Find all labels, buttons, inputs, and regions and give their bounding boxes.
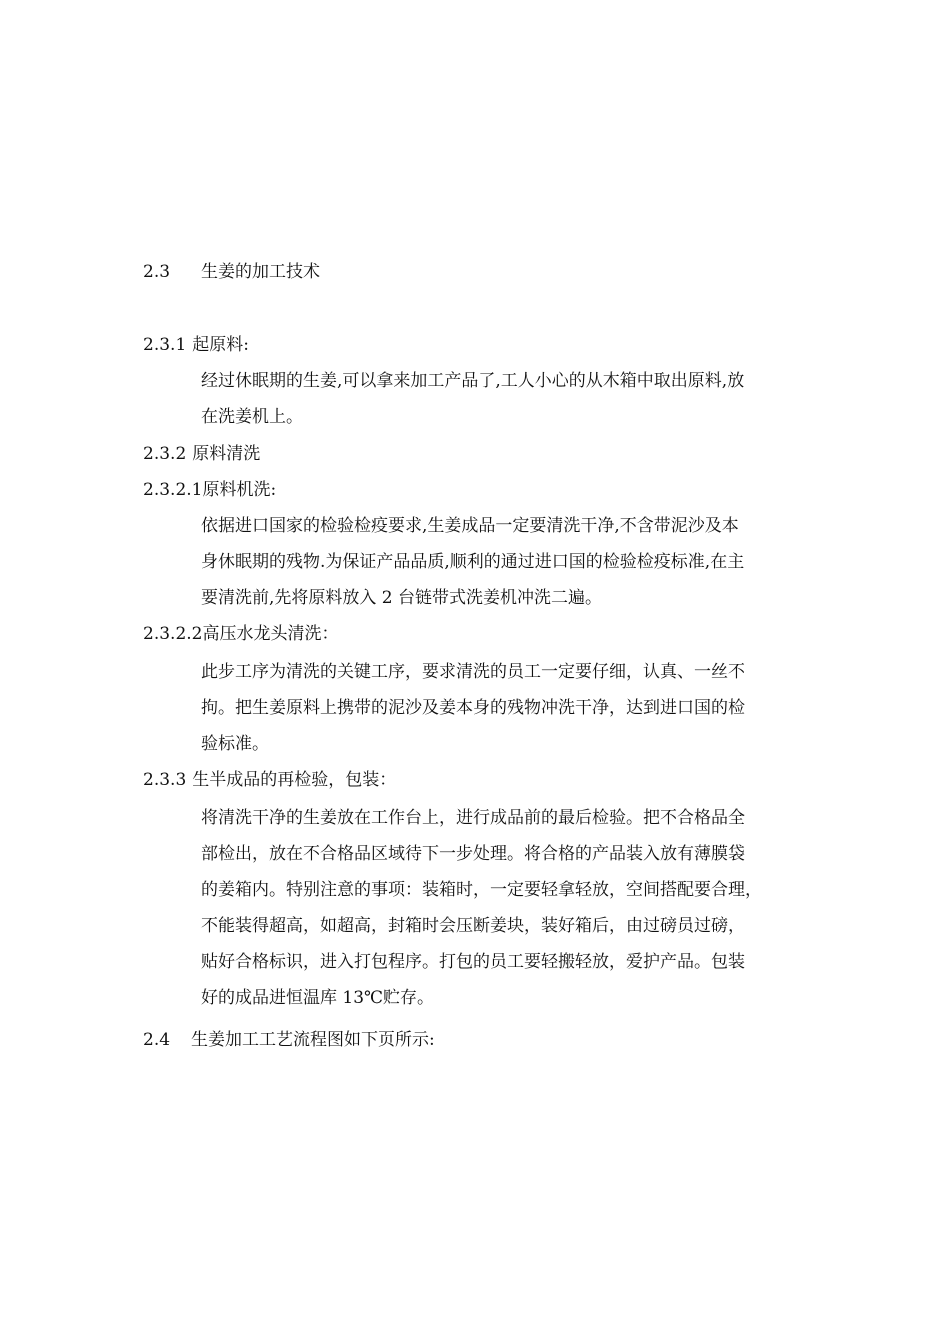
section-title: 生姜加工工艺流程图如下页所示: [191, 1030, 435, 1050]
paragraph-2-3-1 [201, 363, 841, 435]
paragraph-line: 经过休眠期的生姜,可以拿来加工产品了,工人小心的从木箱中取出原料,放 [201, 371, 745, 391]
paragraph-line: 要清洗前,先将原料放入 2 台链带式洗姜机冲洗二遍。 [201, 588, 603, 608]
section-number: 2.4 [143, 1030, 171, 1050]
section-title: 原料清洗 [192, 444, 261, 464]
section-title: 原料机洗: [202, 480, 277, 500]
paragraph-line: 身休眠期的残物.为保证产品品质,顺利的通过进口国的检验检疫标准,在主 [201, 552, 745, 572]
section-title: 生半成品的再检验，包装： [192, 770, 397, 790]
section-number: 2.3.2.2 [143, 624, 203, 644]
section-heading-2-3-2-2 [143, 622, 338, 646]
paragraph-line: 将清洗干净的生姜放在工作台上，进行成品前的最后检验。把不合格品全 [201, 808, 745, 828]
section-number: 2.3.3 [143, 770, 187, 790]
section-number: 2.3.1 [143, 335, 187, 355]
section-heading-2-3-3 [143, 768, 396, 792]
section-number: 2.3.2 [143, 444, 187, 464]
paragraph-2-3-3 [201, 800, 841, 1016]
paragraph-line: 的姜箱内。特别注意的事项：装箱时，一定要轻拿轻放，空间搭配要合理， [201, 880, 762, 900]
section-heading-2-3 [143, 260, 320, 284]
paragraph-line: 拘。把生姜原料上携带的泥沙及姜本身的残物冲洗干净，达到进口国的检 [201, 698, 745, 718]
section-title: 起原料: [192, 335, 249, 355]
paragraph-2-3-2-1 [201, 508, 841, 616]
paragraph-line: 部检出，放在不合格品区域待下一步处理。将合格的产品装入放有薄膜袋 [201, 844, 745, 864]
section-heading-2-3-1 [143, 333, 249, 357]
paragraph-line: 好的成品进恒温库 13℃贮存。 [201, 988, 435, 1008]
section-heading-2-3-2-1 [143, 478, 276, 502]
section-heading-2-3-2 [143, 442, 260, 466]
section-number: 2.3.2.1 [143, 480, 203, 500]
section-heading-2-4 [143, 1028, 435, 1052]
paragraph-line: 在洗姜机上。 [201, 407, 303, 427]
paragraph-2-3-2-2 [201, 654, 841, 762]
section-title: 高压水龙头清洗： [202, 624, 339, 644]
paragraph-line: 不能装得超高，如超高，封箱时会压断姜块，装好箱后，由过磅员过磅， [201, 916, 745, 936]
paragraph-line: 验标准。 [201, 734, 269, 754]
section-number: 2.3 [143, 262, 171, 282]
paragraph-line: 贴好合格标识，进入打包程序。打包的员工要轻搬轻放，爱护产品。包装 [201, 952, 745, 972]
section-title: 生姜的加工技术 [201, 262, 320, 282]
paragraph-line: 依据进口国家的检验检疫要求,生姜成品一定要清洗干净,不含带泥沙及本 [201, 516, 739, 536]
paragraph-line: 此步工序为清洗的关键工序，要求清洗的员工一定要仔细，认真、一丝不 [201, 662, 745, 682]
